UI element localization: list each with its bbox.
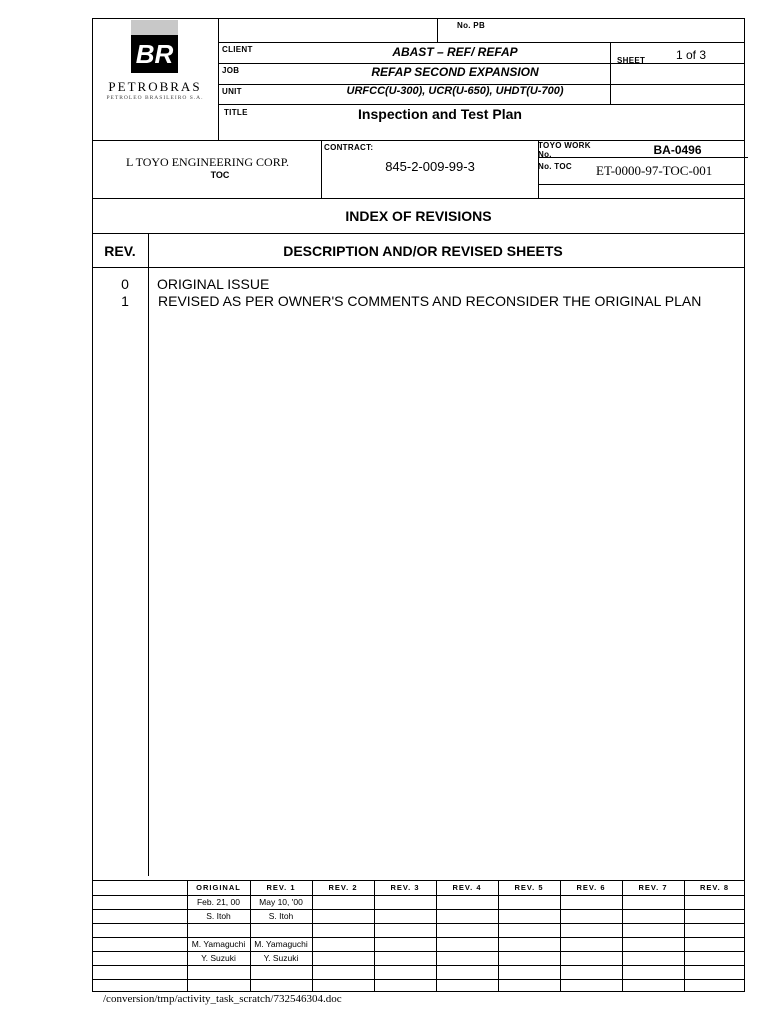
index-of-revisions-title: INDEX OF REVISIONS bbox=[345, 208, 492, 224]
approval-cell: S. Itoh bbox=[268, 911, 294, 921]
approval-cell: S. Itoh bbox=[206, 911, 231, 921]
client-value: ABAST – REF/ REFAP bbox=[392, 45, 518, 59]
title-label: TITLE bbox=[224, 108, 248, 117]
approval-cell: M. Yamaguchi bbox=[254, 939, 308, 949]
approval-column-header: ORIGINAL bbox=[196, 883, 241, 892]
revision-description: ORIGINAL ISSUE bbox=[157, 276, 270, 292]
description-column-header: DESCRIPTION AND/OR REVISED SHEETS bbox=[283, 243, 563, 259]
contract-number: 845-2-009-99-3 bbox=[385, 159, 475, 174]
document-title: Inspection and Test Plan bbox=[358, 106, 522, 122]
contractor-name: L TOYO ENGINEERING CORP. bbox=[125, 155, 290, 169]
approval-cell: M. Yamaguchi bbox=[191, 939, 246, 949]
no-toc-label: No. TOC bbox=[538, 162, 572, 171]
approval-column-header: REV. 6 bbox=[576, 883, 606, 892]
approval-column-header: REV. 7 bbox=[638, 883, 668, 892]
approval-column-header: REV. 2 bbox=[328, 883, 358, 892]
approval-column-header: REV. 3 bbox=[390, 883, 420, 892]
approval-cell: Y. Suzuki bbox=[263, 953, 299, 963]
job-value: REFAP SECOND EXPANSION bbox=[371, 65, 539, 79]
revision-description: REVISED AS PER OWNER'S COMMENTS AND RECONSIDER THE ORIGINAL PLAN bbox=[158, 293, 702, 309]
unit-label: UNIT bbox=[222, 87, 242, 96]
sheet-label: SHEET bbox=[617, 56, 646, 65]
job-label: JOB bbox=[222, 66, 240, 75]
toyo-work-number: BA-0496 bbox=[653, 143, 702, 157]
company-name: PETROBRAS bbox=[108, 79, 202, 94]
revision-number: 0 bbox=[121, 276, 129, 292]
file-path: /conversion/tmp/activity_task_scratch/732546304.doc bbox=[103, 993, 342, 1005]
company-subtitle: PETROLEO BRASILEIRO S.A. bbox=[106, 95, 204, 101]
approval-cell: Y. Suzuki bbox=[201, 953, 236, 963]
approval-column-header: REV. 1 bbox=[266, 883, 296, 892]
approval-column-header: REV. 5 bbox=[514, 883, 544, 892]
approval-cell: Feb. 21, 00 bbox=[196, 897, 240, 907]
no-pb-label: No. PB bbox=[457, 21, 486, 30]
revision-number: 1 bbox=[121, 293, 129, 309]
unit-value: URFCC(U-300), UCR(U-650), UHDT(U-700) bbox=[346, 85, 564, 97]
approval-column-header: REV. 8 bbox=[699, 883, 730, 892]
sheet-value: 1 of 3 bbox=[676, 48, 707, 62]
no-toc-number: ET-0000-97-TOC-001 bbox=[596, 163, 713, 178]
br-logo-mark: BR bbox=[131, 35, 178, 73]
contractor-abbrev: TOC bbox=[210, 170, 230, 180]
petrobras-logo bbox=[94, 20, 216, 138]
contract-label: CONTRACT: bbox=[324, 143, 374, 152]
rev-column-header: REV. bbox=[104, 243, 136, 259]
client-label: CLIENT bbox=[222, 45, 253, 54]
approval-column-header: REV. 4 bbox=[452, 883, 482, 892]
approval-cell: May 10, '00 bbox=[259, 897, 303, 907]
toyo-work-label: TOYO WORK No. bbox=[538, 141, 591, 159]
